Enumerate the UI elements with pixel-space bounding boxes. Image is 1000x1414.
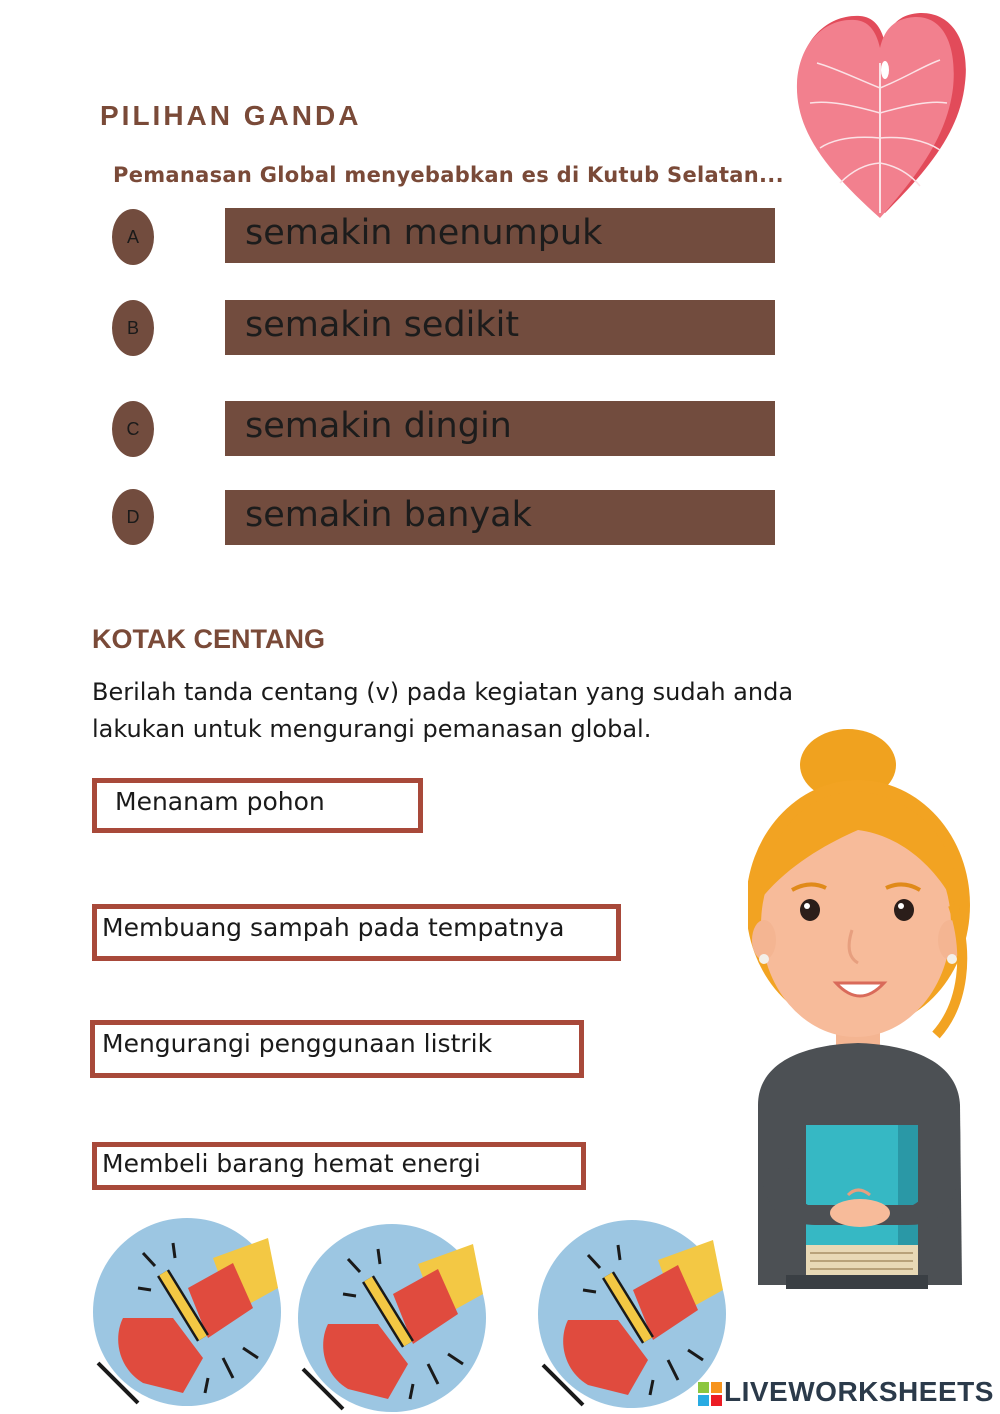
footer-brand[interactable]: LIVEWORKSHEETS [724, 1376, 994, 1407]
checkbox-item-menanam-pohon[interactable]: Menanam pohon [92, 778, 423, 833]
option-a-answer[interactable]: semakin menumpuk [225, 208, 775, 263]
liveworksheets-logo-icon [698, 1382, 722, 1406]
checkbox-item-membuang-sampah[interactable]: Membuang sampah pada tempatnya [92, 904, 621, 961]
section-title-pilihan-ganda: PILIHAN GANDA [100, 100, 362, 131]
pencil-hand-icon [93, 1218, 281, 1406]
pencil-hand-icon [298, 1224, 486, 1412]
checkbox-item-hemat-energi[interactable]: Membeli barang hemat energi [92, 1142, 586, 1190]
question-text: Pemanasan Global menyebabkan es di Kutub Selatan... [113, 163, 784, 187]
instruction-text: Berilah tanda centang (v) pada kegiatan yang sudah anda lakukan untuk mengurangi pemanasan global. [92, 678, 794, 743]
option-a-letter[interactable]: A [112, 209, 154, 265]
pencil-hand-icon [538, 1220, 726, 1408]
option-d-letter[interactable]: D [112, 489, 154, 545]
option-b-answer[interactable]: semakin sedikit [225, 300, 775, 355]
teacher-illustration [748, 725, 970, 1295]
option-b-letter[interactable]: B [112, 300, 154, 356]
heart-leaf-icon [795, 8, 970, 223]
checkbox-item-mengurangi-listrik[interactable]: Mengurangi penggunaan listrik [90, 1020, 584, 1078]
section-title-kotak-centang: KOTAK CENTANG [92, 624, 325, 654]
option-c-letter[interactable]: C [112, 401, 154, 457]
option-c-answer[interactable]: semakin dingin [225, 401, 775, 456]
option-d-answer[interactable]: semakin banyak [225, 490, 775, 545]
